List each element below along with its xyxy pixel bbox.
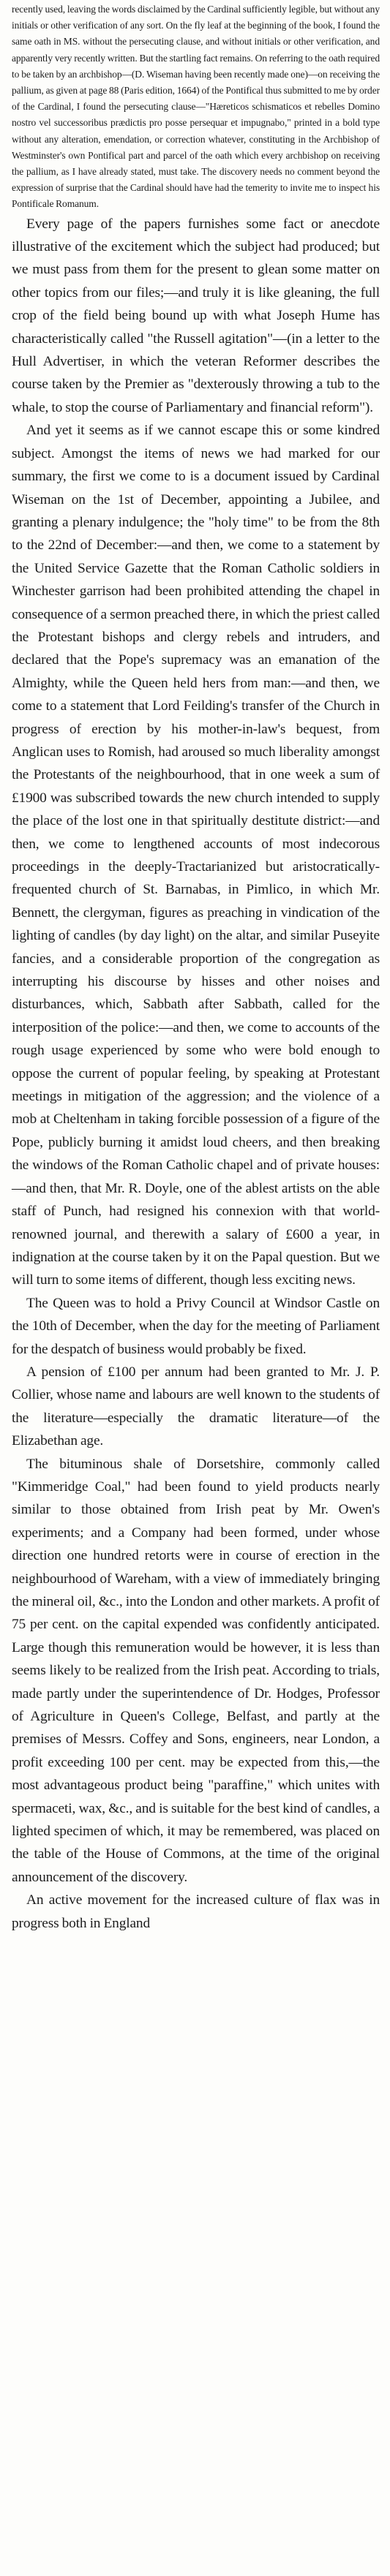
article-paragraph-russell-agitation: Every page of the papers furnishes some fact or anecdote illustrative of the excitement which the subject had produced; but we must pass from them for the present to glean some matter on other topics from our files;—and truly it is like gleaning, the full crop of the field being bound up with what Joseph Hume has characteristically called "the Russell agitation"—(in a letter to the Hull Advertiser, in which the veteran Reformer describes the course taken by the Premier as "dexterously throwing a tub to the whale, to stop the course of Parliamentary and financial reform"). bbox=[12, 216, 380, 415]
article-paragraph-flax: An active movement for the increased culture of flax was in progress both in England bbox=[12, 1892, 380, 1931]
quoted-letter-paragraph: recently used, leaving the words disclaimed by the Cardinal sufficiently legible, but without any initials or other verification of any sort. On the fly leaf at the beginning of the book, I found the same oath in MS. without the persecuting clause, and without initials or other verification, and apparently very recently written. But the startling fact remains. On referring to the oath required to be taken by an archbishop—(D. Wiseman having been recently made one)—on receiving the pallium, as given at page 88 (Paris edition, 1664) of the Pontifical thus submitted to me by order of the Cardinal, I found the persecuting clause—"Hæreticos schismaticos et rebelles Domino nostro vel successoribus prædictis pro posse persequar et impugnabo," printed in a bold type without any alteration, emendation, or correction whatever, constituting in the Archbishop of Westminster's own Pontifical part and parcel of the oath which every archbishop on receiving the pallium, as I have already stated, must take. The discovery needs no comment beyond the expression of surprise that the Cardinal should have had the temerity to invite me to inspect his Pontificale Romanum. bbox=[12, 4, 380, 210]
article-paragraph-privy-council: The Queen was to hold a Privy Council at Windsor Castle on the 10th of December, when the day for the meeting of Parliament for the despatch of business would probably be fixed. bbox=[12, 1295, 380, 1357]
article-paragraph-pension: A pension of £100 per annum had been granted to Mr. J. P. Collier, whose name and labours are well known to the students of the literature—especially the dramatic literature—of the Elizabethan age. bbox=[12, 1364, 380, 1449]
article-paragraph-news-items: And yet it seems as if we cannot escape this or some kindred subject. Amongst the items of news we had marked for our summary, the first we come to is a document issued by Cardinal Wiseman on the 1st of December, appointing a Jubilee, and granting a plenary indulgence; the "holy time" to be from the 8th to the 22nd of December:—and then, we come to a statement by the United Service Gazette that the Roman Catholic soldiers in Winchester garrison had been prohibited attending the chapel in consequence of a sermon preached there, in which the priest called the Protestant bishops and clergy rebels and intruders, and declared that the Pope's supremacy was an emanation of the Almighty, while the Queen held hers from man:—and then, we come to a statement that Lord Feilding's transfer of the Church in progress of erection by his mother-in-law's bequest, from Anglican uses to Romish, had aroused so much liberality amongst the Protestants of the neighbourhood, that in one week a sum of £1900 was subscribed towards the new church intended to supply the place of the lost one in that spiritually destitute district:—and then, we come to lengthened accounts of most indecorous proceedings in the deeply-Tractarianized but aristocratically-frequented church of St. Barnabas, in Pimlico, in which Mr. Bennett, the clergyman, figures as preaching in vindication of the lighting of candles (by day light) on the altar, and similar Puseyite fancies, and a considerable proportion of the congregation as interrupting his discourse by hisses and other noises and disturbances, which, Sabbath after Sabbath, called for the interposition of the police:—and then, we come to accounts of the rough usage experienced by some who were bold enough to oppose the current of popular feeling, by speaking at Protestant meetings in mitigation of the aggression; and the violence of a mob at Cheltenham in taking forcible possession of a figure of the Pope, publicly burning it amidst loud cheers, and then breaking the windows of the Roman Catholic chapel and of private houses:—and then, that Mr. R. Doyle, one of the ablest artists on the able staff of Punch, had resigned his connexion with that world-renowned journal, and therewith a salary of £600 a year, in indignation at the course taken by it on the Papal question. But we will turn to some items of different, though less exciting news. bbox=[12, 423, 380, 1288]
article-column bbox=[12, 1, 380, 1935]
article-paragraph-kimmeridge-coal: The bituminous shale of Dorsetshire, commonly called "Kimmeridge Coal," had been found to yield products nearly similar to those obtained from Irish peat by Mr. Owen's experiments; and a Company had been formed, under whose direction one hundred retorts were in course of erection in the neighbourhood of Wareham, with a view of immediately bringing the mineral oil, &c., into the London and other markets. A profit of 75 per cent. on the capital expended was confidently anticipated. Large though this remuneration would be however, it is less than seems likely to be realized from the Irish peat. According to trials, made partly under the superintendence of Dr. Hodges, Professor of Agriculture in Queen's College, Belfast, and partly at the premises of Messrs. Coffey and Sons, engineers, near London, a profit exceeding 100 per cent. may be expected from this,—the most advantageous product being "paraffine," which unites with spermaceti, wax, &c., and is suitable for the best kind of candles, a lighted specimen of which, it may be remembered, was placed on the table of the House of Commons, at the time of the original announcement of the discovery. bbox=[12, 1456, 380, 1885]
